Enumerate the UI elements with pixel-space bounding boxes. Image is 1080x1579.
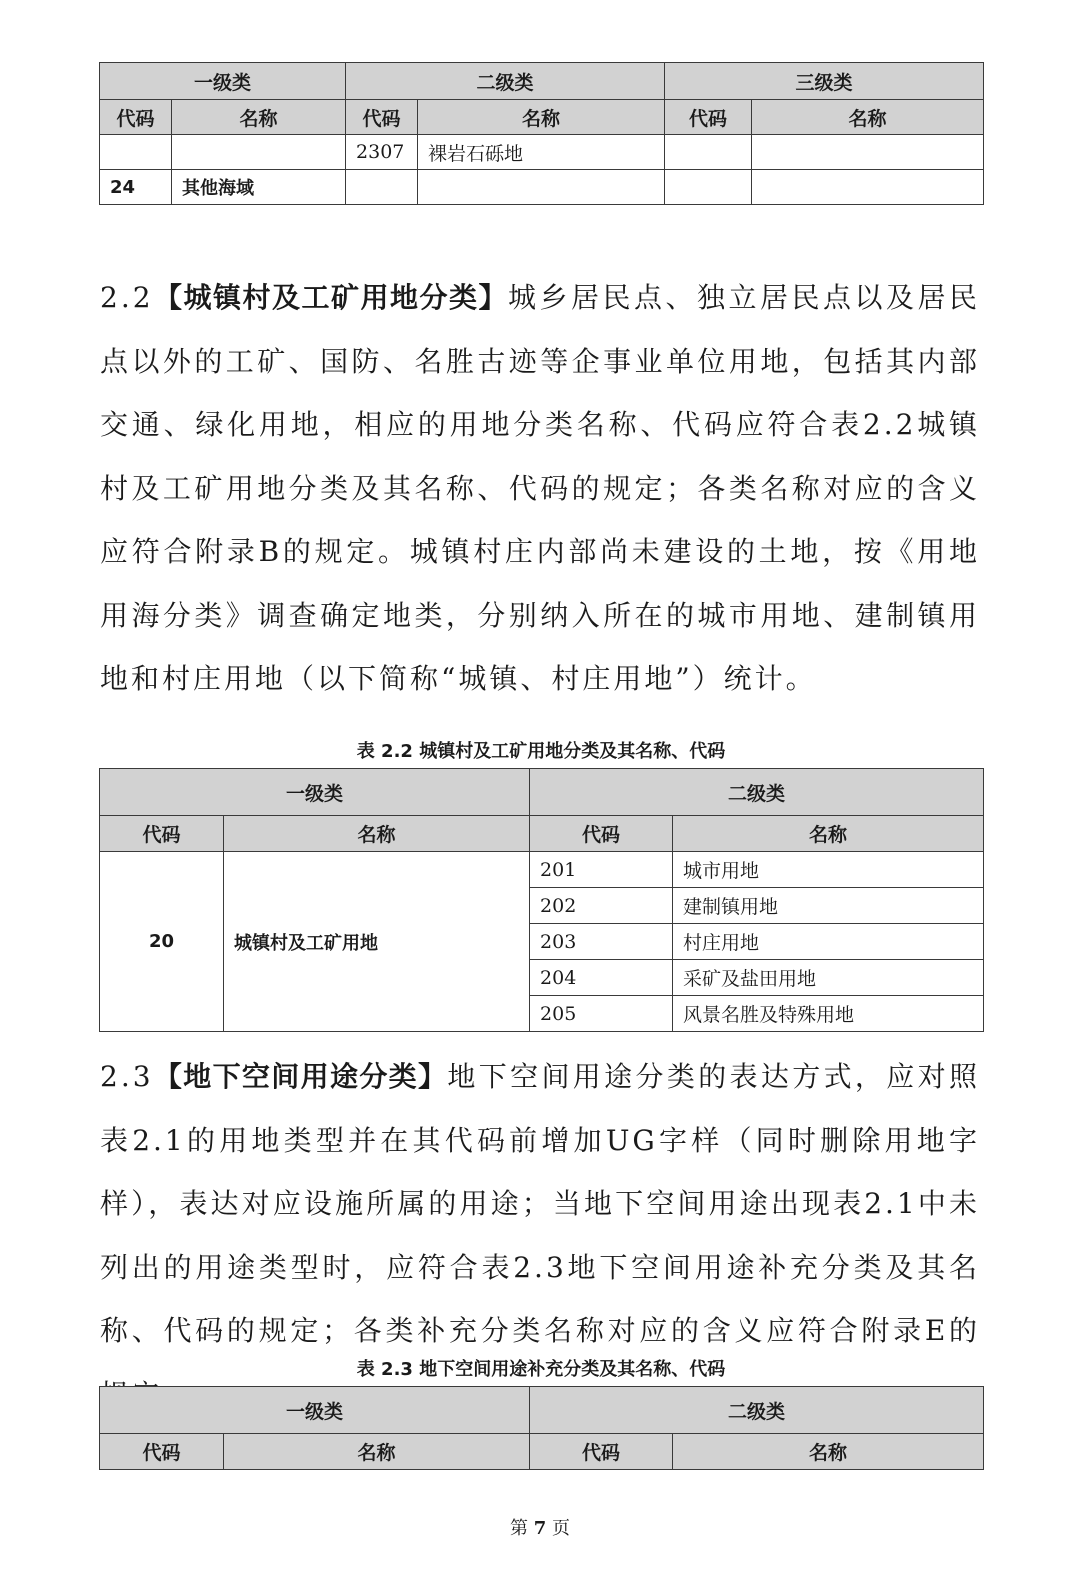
level2-name: 建制镇用地 <box>673 888 984 924</box>
table-row <box>100 852 984 888</box>
level1-name: 城镇村及工矿用地 <box>224 852 530 1032</box>
sub-header-name: 名称 <box>673 816 984 852</box>
level1-code: 20 <box>100 852 224 1032</box>
sub-header-name: 名称 <box>172 100 346 135</box>
group-header-level3: 三级类 <box>665 63 984 100</box>
level2-name: 城市用地 <box>673 852 984 888</box>
table-cell: 2307 <box>346 135 418 170</box>
group-header-level1: 一级类 <box>100 1387 530 1434</box>
table-cell <box>752 135 984 170</box>
sub-header-code: 代码 <box>100 100 172 135</box>
section-2-2-paragraph <box>100 266 980 711</box>
sub-header-code: 代码 <box>530 816 673 852</box>
section-number: 2.2 <box>100 281 154 314</box>
table-caption: 表 2.2 城镇村及工矿用地分类及其名称、代码 <box>356 741 726 762</box>
sub-header-code: 代码 <box>100 816 224 852</box>
section-number: 2.3 <box>100 1060 154 1093</box>
table-cell <box>752 170 984 205</box>
table-2-2 <box>99 768 984 1032</box>
table-row <box>100 135 984 170</box>
table-cell: 裸岩石砾地 <box>418 135 665 170</box>
sub-header-name: 名称 <box>418 100 665 135</box>
group-header-level2: 二级类 <box>530 1387 984 1434</box>
table-cell: 24 <box>100 170 172 205</box>
level2-name: 采矿及盐田用地 <box>673 960 984 996</box>
level2-name: 村庄用地 <box>673 924 984 960</box>
section-title: 【地下空间用途分类】 <box>153 1060 448 1093</box>
table-cell: 其他海域 <box>172 170 346 205</box>
group-header-level2: 二级类 <box>530 769 984 816</box>
sub-header-name: 名称 <box>224 1434 530 1470</box>
page-number: 7 <box>533 1518 547 1539</box>
level2-code: 203 <box>530 924 673 960</box>
level2-code: 204 <box>530 960 673 996</box>
section-title: 【城镇村及工矿用地分类】 <box>153 281 509 314</box>
table-cell <box>100 135 172 170</box>
level2-code: 201 <box>530 852 673 888</box>
page-footer: 第 7 页 <box>510 1518 570 1539</box>
table-2-3 <box>99 1386 984 1470</box>
section-body: 地下空间用途分类的表达方式，应对照表2.1的用地类型并在其代码前增加UG字样（同时删除用地字样），表达对应设施所属的用途；当地下空间用途出现表2.1中未列出的用途类型时，应符合表2.3地下空间用途补充分类及其名称、代码的规定；各类补充分类名称对应的含义应符合附录E的 <box>100 1060 980 1347</box>
land-class-table-continued <box>99 62 984 205</box>
group-header-level2: 二级类 <box>346 63 665 100</box>
sub-header-code: 代码 <box>530 1434 673 1470</box>
table-caption: 表 2.3 地下空间用途补充分类及其名称、代码 <box>356 1359 726 1380</box>
section-body: 城乡居民点、独立居民点以及居民点以外的工矿、国防、名胜古迹等企事业单位用地，包括其内部交通、绿化用地，相应的用地分类名称、代码应符合表2.2城镇村及工矿用地分类及其名称、代码的规定；各类名称对应的含义应符合附录B的规定。城镇村庄内部尚未建设的土地，按《用地用海分类》调查确定地类，分别纳入所在的城市用地、建制镇用地和村庄用地（以下简称“城镇、村庄用地”）统计。 <box>100 281 980 695</box>
group-header-level1: 一级类 <box>100 769 530 816</box>
table-row <box>100 170 984 205</box>
sub-header-name: 名称 <box>673 1434 984 1470</box>
sub-header-code: 代码 <box>100 1434 224 1470</box>
group-header-level1: 一级类 <box>100 63 346 100</box>
sub-header-name: 名称 <box>752 100 984 135</box>
table-cell <box>665 135 752 170</box>
table-cell <box>172 135 346 170</box>
level2-name: 风景名胜及特殊用地 <box>673 996 984 1032</box>
sub-header-name: 名称 <box>224 816 530 852</box>
sub-header-code: 代码 <box>665 100 752 135</box>
table-cell <box>665 170 752 205</box>
table-cell <box>346 170 418 205</box>
table-cell <box>418 170 665 205</box>
level2-code: 202 <box>530 888 673 924</box>
sub-header-code: 代码 <box>346 100 418 135</box>
level2-code: 205 <box>530 996 673 1032</box>
